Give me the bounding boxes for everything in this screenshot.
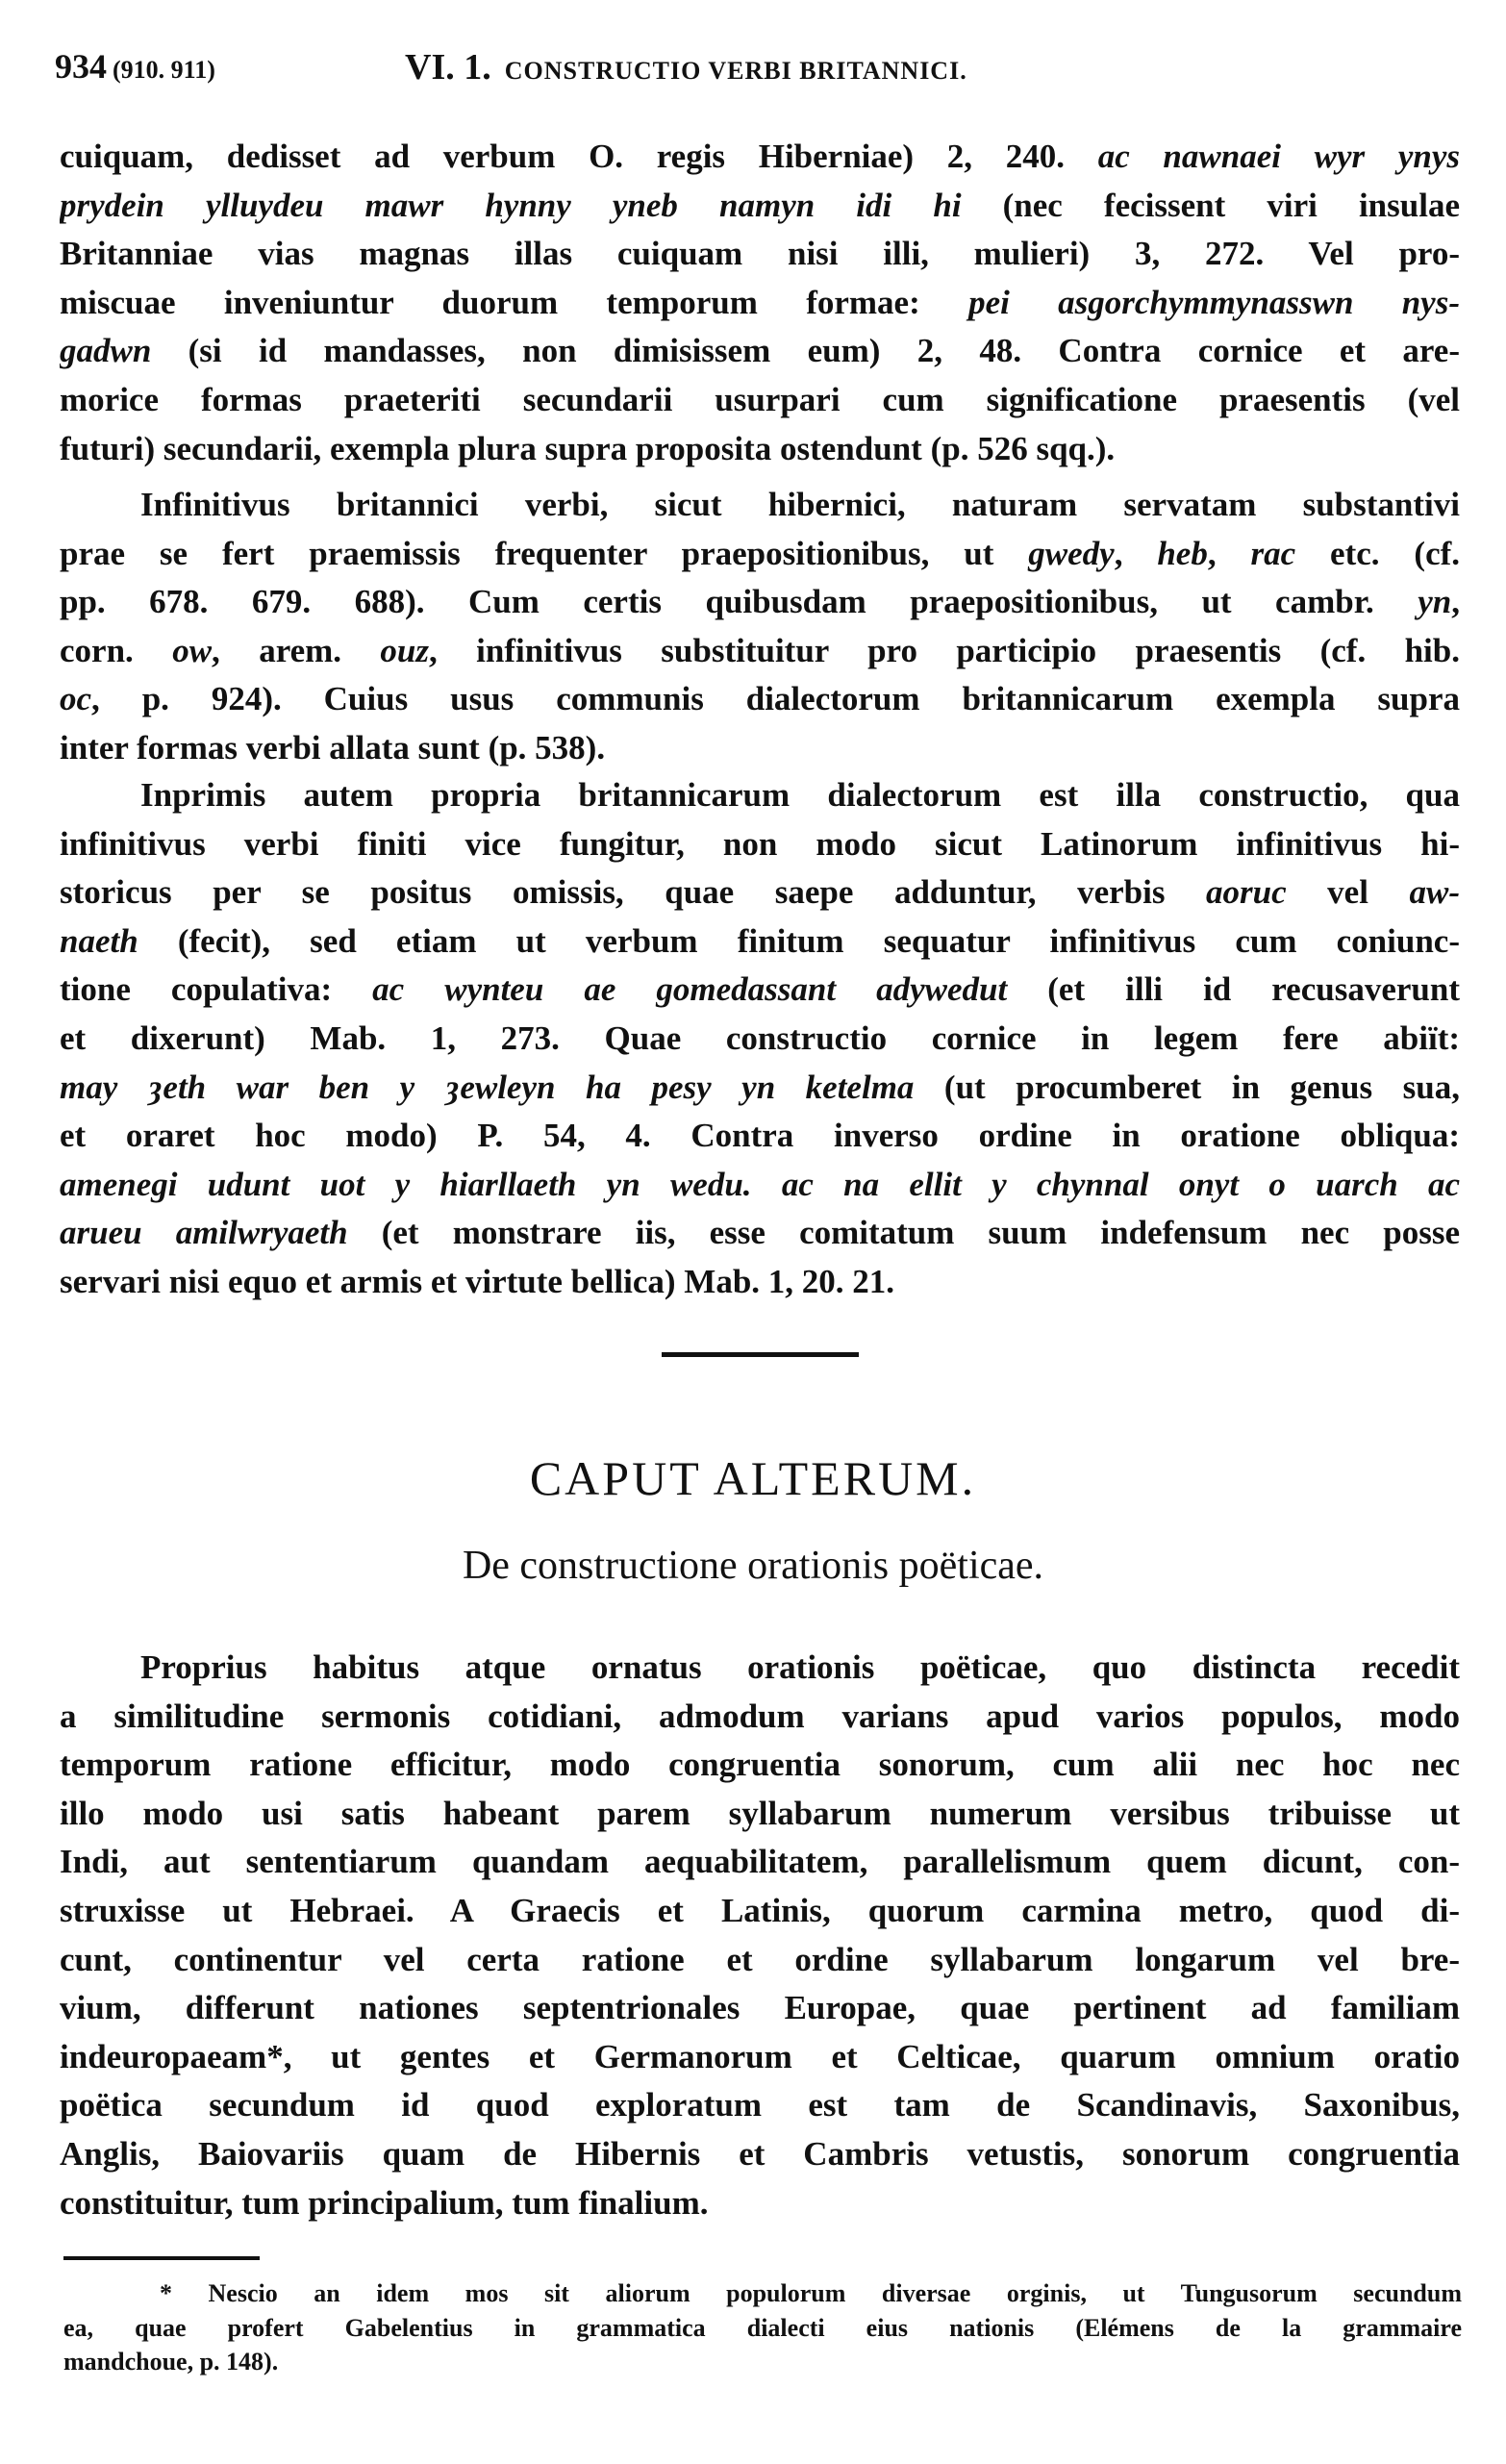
text: storicus per se positus omissis, quae saepe adduntur, verbis — [60, 873, 1206, 912]
text: Indi, aut sententiarum quandam aequabilitatem, parallelismum quem dicunt, con- — [60, 1843, 1460, 1881]
text: , infinitivus substituitur pro participio praesentis (cf. hib. — [429, 631, 1460, 669]
text: , — [1114, 534, 1158, 572]
text-line — [60, 1741, 1460, 1790]
text: et dixerunt) Mab. 1, 273. Quae constructio cornice in legem fere abiït: — [60, 1018, 1460, 1057]
text-line — [60, 1838, 1460, 1887]
paragraph — [60, 1644, 1460, 2227]
text-line — [60, 1209, 1460, 1258]
text: temporum ratione efficitur, modo congruentia sonorum, cum alii nec hoc nec — [60, 1746, 1460, 1784]
text-line — [63, 2276, 1462, 2311]
italic-text: amenegi udunt uot y hiarllaeth yn wedu. ac na ellit y chynnal onyt o uarch ac — [60, 1165, 1460, 1203]
text: (fecit), sed etiam ut verbum finitum sequatur infinitivus cum coniunc- — [138, 921, 1460, 960]
text: Inprimis autem propria britannicarum dialectorum est illa constructio, qua — [140, 776, 1460, 814]
text-line — [60, 1112, 1460, 1161]
text: futuri) secundarii, exempla plura supra proposita ostendunt (p. 526 sqq.). — [60, 429, 1116, 467]
text: tione copulativa: — [60, 970, 373, 1009]
page-number: 934 — [55, 47, 107, 86]
paragraph — [60, 771, 1460, 1307]
footnote — [63, 2276, 1462, 2379]
text-line — [60, 2033, 1460, 2082]
text-line — [60, 376, 1460, 425]
footnote-rule — [63, 2256, 260, 2260]
text-line — [60, 182, 1460, 231]
text: cunt, continentur vel certa ratione et ordine syllabarum longarum vel bre- — [60, 1940, 1460, 1978]
text: poëtica secundum id quod exploratum est tam de Scandinavis, Saxonibus, — [60, 2086, 1460, 2125]
italic-text: gwedy — [1028, 534, 1115, 572]
text-line — [63, 2311, 1462, 2346]
text: vium, differunt nationes septentrionales Europae, quae pertinent ad familiam — [60, 1989, 1460, 2027]
italic-text: ac wynteu ae gomedassant adywedut — [372, 970, 1008, 1009]
chapter-divider-rule — [662, 1352, 859, 1357]
text: , — [1207, 534, 1251, 572]
italic-text: ouz — [380, 631, 430, 669]
italic-text: ow — [172, 631, 213, 669]
text-line — [60, 481, 1460, 530]
text-line — [60, 1644, 1460, 1693]
text-line — [60, 578, 1460, 627]
text-line — [60, 918, 1460, 967]
text: infinitivus verbi finiti vice fungitur, non modo sicut Latinorum infinitivus hi- — [60, 824, 1460, 863]
text: servari nisi equo et armis et virtute bellica) Mab. 1, 20. 21. — [60, 1262, 895, 1300]
italic-text: prydein ylluydeu mawr hynny yneb namyn idi hi — [60, 186, 962, 224]
italic-text: may ȝeth war ben y ȝewleyn ha pesy yn ketelma — [60, 1068, 915, 1106]
text: (ut procumberet in genus sua, — [914, 1068, 1460, 1106]
text-line — [60, 1064, 1460, 1113]
text: (si id mandasses, non dimisissem eum) 2, 48. Contra cornice et are- — [151, 332, 1460, 370]
text: indeuropaeam*, ut gentes et Germanorum et Celticae, quarum omnium oratio — [60, 2037, 1460, 2075]
running-title: CONSTRUCTIO VERBI BRITANNICI. — [504, 57, 967, 85]
text-line — [60, 724, 1460, 773]
italic-text: yn — [1418, 583, 1452, 621]
text: a similitudine sermonis cotidiani, admodum varians apud varios populos, modo — [60, 1697, 1460, 1735]
text: vel — [1286, 873, 1410, 912]
text-line — [60, 133, 1460, 182]
text: ea, quae profert Gabelentius in grammatica dialecti eius nationis (Elémens de la grammaire — [63, 2313, 1462, 2342]
text: prae se fert praemissis frequenter praepositionibus, ut — [60, 534, 1029, 572]
text: Proprius habitus atque ornatus orationis poëticae, quo distincta recedit — [140, 1648, 1460, 1686]
italic-text: rac — [1250, 534, 1296, 572]
italic-text: arueu amilwryaeth — [60, 1214, 348, 1252]
text-line — [60, 327, 1460, 376]
text-line — [60, 675, 1460, 724]
text: miscuae inveniuntur duorum temporum formae: — [60, 283, 969, 321]
text: mandchoue, p. 148). — [63, 2348, 279, 2376]
text: inter formas verbi allata sunt (p. 538). — [60, 728, 606, 767]
text-line — [60, 966, 1460, 1015]
chapter-number: VI. 1. — [405, 47, 491, 88]
italic-text: gadwn — [60, 332, 152, 370]
italic-text: ac nawnaei wyr ynys — [1097, 138, 1460, 175]
text-line — [63, 2345, 1462, 2379]
text: Anglis, Baiovariis quam de Hibernis et Cambris vetustis, sonorum congruentia — [60, 2134, 1460, 2173]
text-line — [60, 279, 1460, 328]
italic-text: aw- — [1409, 873, 1460, 912]
running-head — [405, 46, 967, 88]
text-line — [60, 530, 1460, 579]
text-line — [60, 425, 1460, 474]
italic-text: oc — [60, 680, 92, 718]
text: * Nescio an idem mos sit aliorum populorum diversae orginis, ut Tungusorum secundum — [160, 2279, 1462, 2307]
text: Britanniae vias magnas illas cuiquam nisi illi, mulieri) 3, 272. Vel pro- — [60, 235, 1460, 273]
text-line — [60, 1887, 1460, 1936]
text: struxisse ut Hebraei. A Graecis et Latinis, quorum carmina metro, quod di- — [60, 1891, 1460, 1929]
text: , — [1451, 583, 1460, 621]
text-line — [60, 1693, 1460, 1742]
chapter-subtitle: De constructione orationis poëticae. — [462, 1544, 1044, 1588]
text: pp. 678. 679. 688). Cum certis quibusdam praepositionibus, ut cambr. — [60, 583, 1418, 621]
text-line — [60, 1936, 1460, 1985]
text: (et illi id recusaverunt — [1007, 970, 1460, 1009]
text-line — [60, 230, 1460, 279]
text-line — [60, 1258, 1460, 1307]
text-line — [60, 627, 1460, 676]
text: Infinitivus britannici verbi, sicut hibernici, naturam servatam substantivi — [140, 486, 1460, 523]
text: , p. 924). Cuius usus communis dialectorum britannicarum exempla supra — [91, 680, 1460, 718]
text: corn. — [60, 631, 173, 669]
text-line — [60, 1790, 1460, 1839]
text-line — [60, 868, 1460, 918]
text-line — [60, 771, 1460, 820]
text: (et monstrare iis, esse comitatum suum indefensum nec posse — [347, 1214, 1460, 1252]
italic-text: naeth — [60, 921, 138, 960]
text-line — [60, 2081, 1460, 2130]
text: morice formas praeteriti secundarii usurpari cum significatione praesentis (vel — [60, 380, 1460, 418]
text-line — [60, 1161, 1460, 1210]
italic-text: heb — [1157, 534, 1208, 572]
text: etc. (cf. — [1295, 534, 1460, 572]
italic-text: pei asgorchymmynasswn nys- — [968, 283, 1460, 321]
text-line — [60, 1984, 1460, 2033]
text-line — [60, 2130, 1460, 2179]
text-line — [60, 2179, 1460, 2228]
chapter-title: CAPUT ALTERUM. — [529, 1451, 977, 1505]
text: constituitur, tum principalium, tum finalium. — [60, 2183, 709, 2222]
italic-text: aoruc — [1206, 873, 1287, 912]
paragraph — [60, 133, 1460, 473]
paragraph — [60, 481, 1460, 773]
text-line — [60, 1015, 1460, 1064]
text: , arem. — [212, 631, 381, 669]
text: illo modo usi satis habeant parem syllabarum numerum versibus tribuisse ut — [60, 1794, 1460, 1832]
text: et oraret hoc modo) P. 54, 4. Contra inverso ordine in oratione obliqua: — [60, 1117, 1460, 1155]
page-number-header — [55, 46, 215, 87]
text: (nec fecissent viri insulae — [961, 186, 1460, 224]
text: cuiquam, dedisset ad verbum O. regis Hiberniae) 2, 240. — [60, 138, 1098, 175]
text-line — [60, 820, 1460, 869]
section-refs: (910. 911) — [113, 56, 215, 84]
